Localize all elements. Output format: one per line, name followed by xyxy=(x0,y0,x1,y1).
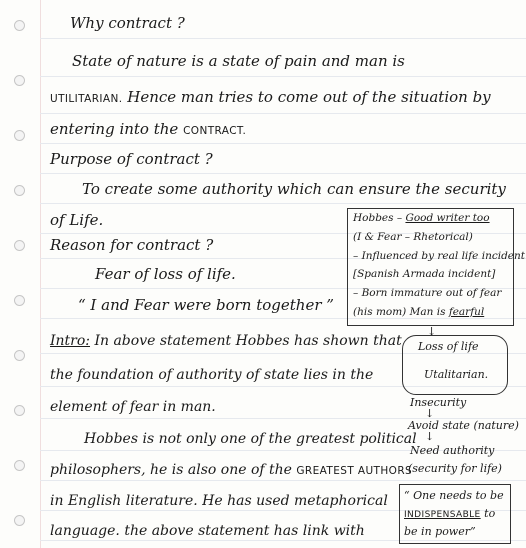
ruled-line xyxy=(40,113,526,114)
paragraph-line xyxy=(50,332,402,350)
binding-hole xyxy=(14,75,25,86)
hobbes-notes-box xyxy=(347,208,526,326)
quote-box-text: to xyxy=(480,507,496,520)
binding-hole xyxy=(14,460,25,471)
paragraph-text: Hence man tries to come out of the situation by xyxy=(122,88,491,106)
paragraph-line: Fear of loss of life. xyxy=(95,265,236,283)
note-line: [Spanish Armada incident] xyxy=(353,268,496,280)
intro-label: Intro: xyxy=(50,333,91,349)
quote-box-line: “ One needs to be xyxy=(404,489,504,502)
paragraph-line: of Life. xyxy=(50,211,104,229)
quote-box-line xyxy=(404,507,495,522)
binding-hole xyxy=(14,350,25,361)
note-line: – Born immature out of fear xyxy=(353,287,502,299)
ruled-line xyxy=(40,480,526,481)
paragraph-line xyxy=(50,88,491,108)
caps-term: UTILITARIAN. xyxy=(50,93,123,105)
flow-step: Utalitarian. xyxy=(424,368,489,381)
quote-box-emphasis: INDISPENSABLE xyxy=(404,510,481,520)
margin-line xyxy=(40,0,41,548)
binding-hole xyxy=(14,185,25,196)
quote-box-line: be in power” xyxy=(404,525,476,538)
binding-hole xyxy=(14,130,25,141)
caps-term: CONTRACT. xyxy=(183,125,247,137)
heading-why-contract: Why contract ? xyxy=(70,14,185,32)
paragraph-line xyxy=(50,120,246,140)
paragraph-line: the foundation of authority of state lies in the xyxy=(50,367,374,383)
paragraph-line: language. the above statement has link with xyxy=(50,523,365,539)
ruled-line xyxy=(40,76,526,77)
paragraph-line: Hobbes is not only one of the greatest political xyxy=(84,431,417,447)
binding-hole xyxy=(14,240,25,251)
arrow-down-icon: ↓ xyxy=(425,430,435,443)
paragraph-text: In above statement Hobbes has shown that xyxy=(90,333,402,349)
paragraph-line: State of nature is a state of pain and man is xyxy=(72,52,405,70)
binding-hole xyxy=(14,515,25,526)
paragraph-line: element of fear in man. xyxy=(50,399,216,415)
note-line: – Influenced by real life incident xyxy=(353,250,526,262)
paragraph-text: entering into the xyxy=(50,120,184,138)
paragraph-line: in English literature. He has used metaphorical xyxy=(50,493,388,509)
paragraph-line xyxy=(50,461,412,480)
flow-step: Avoid state (nature) xyxy=(408,419,519,432)
flow-step: Loss of life xyxy=(418,340,479,353)
note-line xyxy=(353,212,490,225)
subheading-purpose: Purpose of contract ? xyxy=(50,150,213,168)
flow-step: (security for life) xyxy=(408,462,502,475)
arrow-down-icon: ↓ xyxy=(425,407,435,420)
binding-hole xyxy=(14,405,25,416)
binding-hole xyxy=(14,295,25,306)
ruled-line xyxy=(40,173,526,174)
ruled-line xyxy=(40,143,526,144)
quote-box xyxy=(399,484,511,544)
caps-term: GREATEST AUTHORS xyxy=(296,465,413,477)
quote-line: “ I and Fear were born together ” xyxy=(78,296,334,314)
flow-step: Need authority xyxy=(410,444,495,457)
note-line xyxy=(353,306,484,319)
paragraph-text: philosophers, he is also one of the xyxy=(50,462,297,478)
ruled-line xyxy=(40,203,526,204)
note-underlined: Good writer too xyxy=(405,212,490,224)
note-text: Hobbes – xyxy=(353,212,406,224)
note-underlined: fearful xyxy=(448,306,485,318)
paragraph-line: To create some authority which can ensure the security xyxy=(82,180,506,198)
subheading-reason: Reason for contract ? xyxy=(50,236,214,254)
note-line: (I & Fear – Rhetorical) xyxy=(353,231,473,243)
arrow-down-icon: ↓ xyxy=(427,325,437,338)
spiral-binding xyxy=(0,0,30,548)
ruled-line xyxy=(40,38,526,39)
flow-step: Insecurity xyxy=(410,396,467,409)
note-text: (his mom) Man is xyxy=(353,306,449,318)
binding-hole xyxy=(14,20,25,31)
